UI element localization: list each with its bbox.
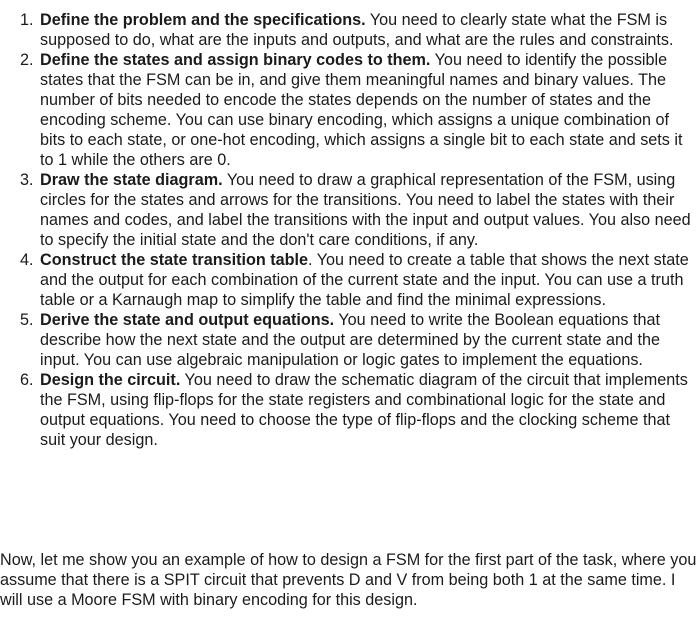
- list-item: [0, 170, 698, 250]
- closing-paragraph: Now, let me show you an example of how to design a FSM for the first part of the task, where you assume that there is a SPIT circuit that prevents D and V from being both 1 at the same time. I will use a Moore FSM with binary encoding for this design.: [0, 551, 697, 609]
- step-number: 3.: [20, 171, 34, 189]
- step-title: Define the states and assign binary codes to them.: [40, 51, 431, 69]
- step-number: 4.: [20, 251, 34, 269]
- step-title: Define the problem and the specifications.: [40, 11, 366, 29]
- step-title: Construct the state transition table: [40, 251, 309, 269]
- step-body: You need to identify the possible states that the FSM can be in, and give them meaningful names and binary values. The number of bits needed to encode the states depends on the number of states and the encoding scheme. You can use binary encoding, which assigns a unique combination of bits to each state, or one-hot encoding, which assigns a single bit to each state and sets it to 1 while the others are 0.: [40, 51, 683, 169]
- step-body: You need to write the Boolean equations that describe how the next state and the output are determined by the current state and the input. You can use algebraic manipulation or logic gates to implement the equations.: [40, 311, 661, 369]
- step-body: You need to clearly state what the FSM is supposed to do, what are the inputs and outputs, and what are the rules and constraints.: [40, 11, 674, 49]
- step-title: Design the circuit.: [40, 371, 181, 389]
- step-title: Derive the state and output equations.: [40, 311, 335, 329]
- design-steps-list: [0, 10, 698, 450]
- list-item: [0, 370, 698, 450]
- step-number: 2.: [20, 51, 34, 69]
- step-title: Draw the state diagram.: [40, 171, 223, 189]
- step-body: You need to draw a graphical representation of the FSM, using circles for the states and arrows for the transitions. You need to label the states with their names and codes, and label the transitions with the input and output values. You also need to specify the initial state and the don't care conditions, if any.: [40, 171, 691, 249]
- list-item: [0, 250, 698, 310]
- list-item: [0, 310, 698, 370]
- step-body: You need to draw the schematic diagram of the circuit that implements the FSM, using flip-flops for the state registers and combinational logic for the state and output equations. You need to choose the type of flip-flops and the clocking scheme that suit your design.: [40, 371, 688, 449]
- step-number: 6.: [20, 371, 34, 389]
- step-number: 1.: [20, 11, 34, 29]
- step-body: . You need to create a table that shows the next state and the output for each combination of the current state and the input. You can use a truth table or a Karnaugh map to simplify the table and find the minimal expressions.: [40, 251, 689, 309]
- list-item: [0, 50, 698, 170]
- list-item: [0, 10, 698, 50]
- step-number: 5.: [20, 311, 34, 329]
